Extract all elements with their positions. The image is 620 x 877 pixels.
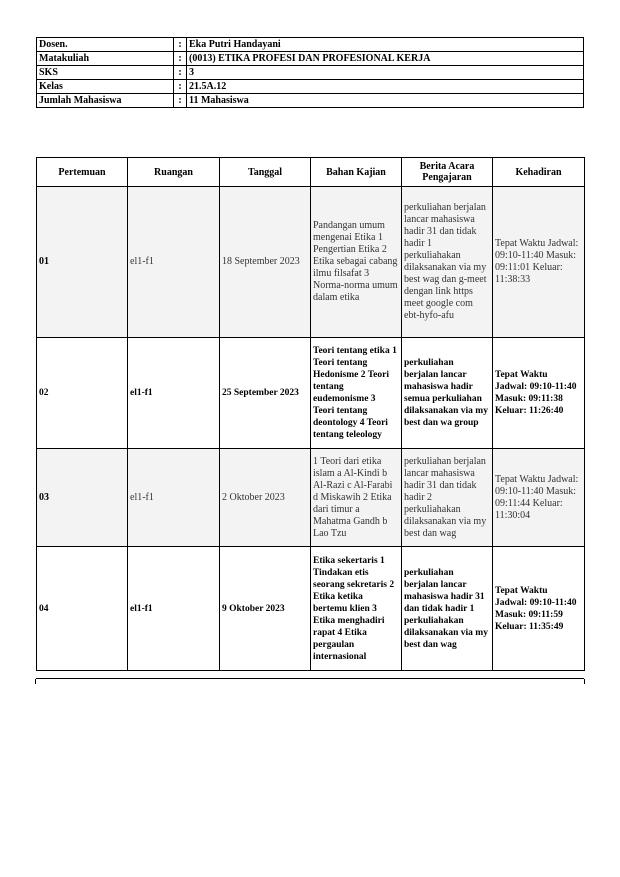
header-pertemuan: Pertemuan bbox=[37, 158, 128, 187]
cell-berita-acara: perkuliahan berjalan lancar mahasiswa hadir 31 dan tidak hadir 1 perkuliahakan dilaksanakan via my best dan wag bbox=[402, 547, 493, 671]
cell-berita-acara: perkuliahan berjalan lancar mahasiswa hadir semua perkuliahan dilaksanakan via my best dan wa group bbox=[402, 338, 493, 449]
info-value: (0013) ETIKA PROFESI DAN PROFESIONAL KERJA bbox=[187, 52, 584, 66]
info-value: 11 Mahasiswa bbox=[187, 94, 584, 108]
cell-ruangan: el1-f1 bbox=[128, 338, 220, 449]
cell-tanggal: 2 Oktober 2023 bbox=[220, 449, 311, 547]
header-berita-acara: Berita Acara Pengajaran bbox=[402, 158, 493, 187]
info-row-jumlah bbox=[37, 94, 584, 108]
continuation-tick-right bbox=[584, 679, 585, 684]
info-row-sks bbox=[37, 66, 584, 80]
header-tanggal: Tanggal bbox=[220, 158, 311, 187]
header-kehadiran: Kehadiran bbox=[493, 158, 585, 187]
header-bahan-kajian: Bahan Kajian bbox=[311, 158, 402, 187]
cell-bahan-kajian: Teori tentang etika 1 Teori tentang Hedonisme 2 Teori tentang eudemonisme 3 Teori tentang deontology 4 Teori tentang teleology bbox=[311, 338, 402, 449]
info-label: Matakuliah bbox=[37, 52, 174, 66]
cell-ruangan: el1-f1 bbox=[128, 449, 220, 547]
attendance-table bbox=[36, 157, 585, 671]
info-separator: : bbox=[174, 94, 187, 108]
cell-pertemuan: 04 bbox=[37, 547, 128, 671]
table-row bbox=[37, 187, 585, 338]
cell-kehadiran: Tepat Waktu Jadwal: 09:10-11:40 Masuk: 09:11:38 Keluar: 11:26:40 bbox=[493, 338, 585, 449]
cell-pertemuan: 02 bbox=[37, 338, 128, 449]
info-label: Dosen. bbox=[37, 38, 174, 52]
info-value: Eka Putri Handayani bbox=[187, 38, 584, 52]
cell-berita-acara: perkuliahan berjalan lancar mahasiswa hadir 31 dan tidak hadir 2 perkuliahakan dilaksanakan via my best dan wag bbox=[402, 449, 493, 547]
cell-bahan-kajian: Pandangan umum mengenai Etika 1 Pengertian Etika 2 Etika sebagai cabang ilmu filsafat 3 Norma-norma umum dalam etika bbox=[311, 187, 402, 338]
cell-tanggal: 25 September 2023 bbox=[220, 338, 311, 449]
cell-pertemuan: 01 bbox=[37, 187, 128, 338]
cell-bahan-kajian: Etika sekertaris 1 Tindakan etis seorang sekretaris 2 Etika ketika bertemu klien 3 Etika menghadiri rapat 4 Etika pergaulan internasional bbox=[311, 547, 402, 671]
info-row-kelas bbox=[37, 80, 584, 94]
course-info-table bbox=[36, 37, 584, 108]
info-label: SKS bbox=[37, 66, 174, 80]
info-separator: : bbox=[174, 66, 187, 80]
cell-ruangan: el1-f1 bbox=[128, 547, 220, 671]
cell-ruangan: el1-f1 bbox=[128, 187, 220, 338]
cell-bahan-kajian: 1 Teori dari etika islam a Al-Kindi b Al-Razi c Al-Farabi d Miskawih 2 Etika dari timur a Mahatma Gandh b Lao Tzu bbox=[311, 449, 402, 547]
cell-berita-acara: perkuliahan berjalan lancar mahasiswa hadir 31 dan tidak hadir 1 perkuliahakan dilaksanakan via my best wag dan g-meet dengan link https meet google com ebt-hyfo-afu bbox=[402, 187, 493, 338]
cell-kehadiran: Tepat Waktu Jadwal: 09:10-11:40 Masuk: 09:11:59 Keluar: 11:35:49 bbox=[493, 547, 585, 671]
cell-pertemuan: 03 bbox=[37, 449, 128, 547]
cell-kehadiran: Tepat Waktu Jadwal: 09:10-11:40 Masuk: 09:11:01 Keluar: 11:38:33 bbox=[493, 187, 585, 338]
cell-tanggal: 18 September 2023 bbox=[220, 187, 311, 338]
cell-tanggal: 9 Oktober 2023 bbox=[220, 547, 311, 671]
table-row bbox=[37, 449, 585, 547]
table-row bbox=[37, 547, 585, 671]
info-value: 21.5A.12 bbox=[187, 80, 584, 94]
info-row-matakuliah bbox=[37, 52, 584, 66]
info-separator: : bbox=[174, 52, 187, 66]
info-label: Kelas bbox=[37, 80, 174, 94]
info-value: 3 bbox=[187, 66, 584, 80]
header-ruangan: Ruangan bbox=[128, 158, 220, 187]
cell-kehadiran: Tepat Waktu Jadwal: 09:10-11:40 Masuk: 09:11:44 Keluar: 11:30:04 bbox=[493, 449, 585, 547]
table-row bbox=[37, 338, 585, 449]
table-header-row bbox=[37, 158, 585, 187]
info-label: Jumlah Mahasiswa bbox=[37, 94, 174, 108]
continuation-tick-left bbox=[35, 679, 36, 684]
info-separator: : bbox=[174, 80, 187, 94]
table-continuation-line bbox=[36, 678, 584, 679]
info-row-dosen bbox=[37, 38, 584, 52]
info-separator: : bbox=[174, 38, 187, 52]
